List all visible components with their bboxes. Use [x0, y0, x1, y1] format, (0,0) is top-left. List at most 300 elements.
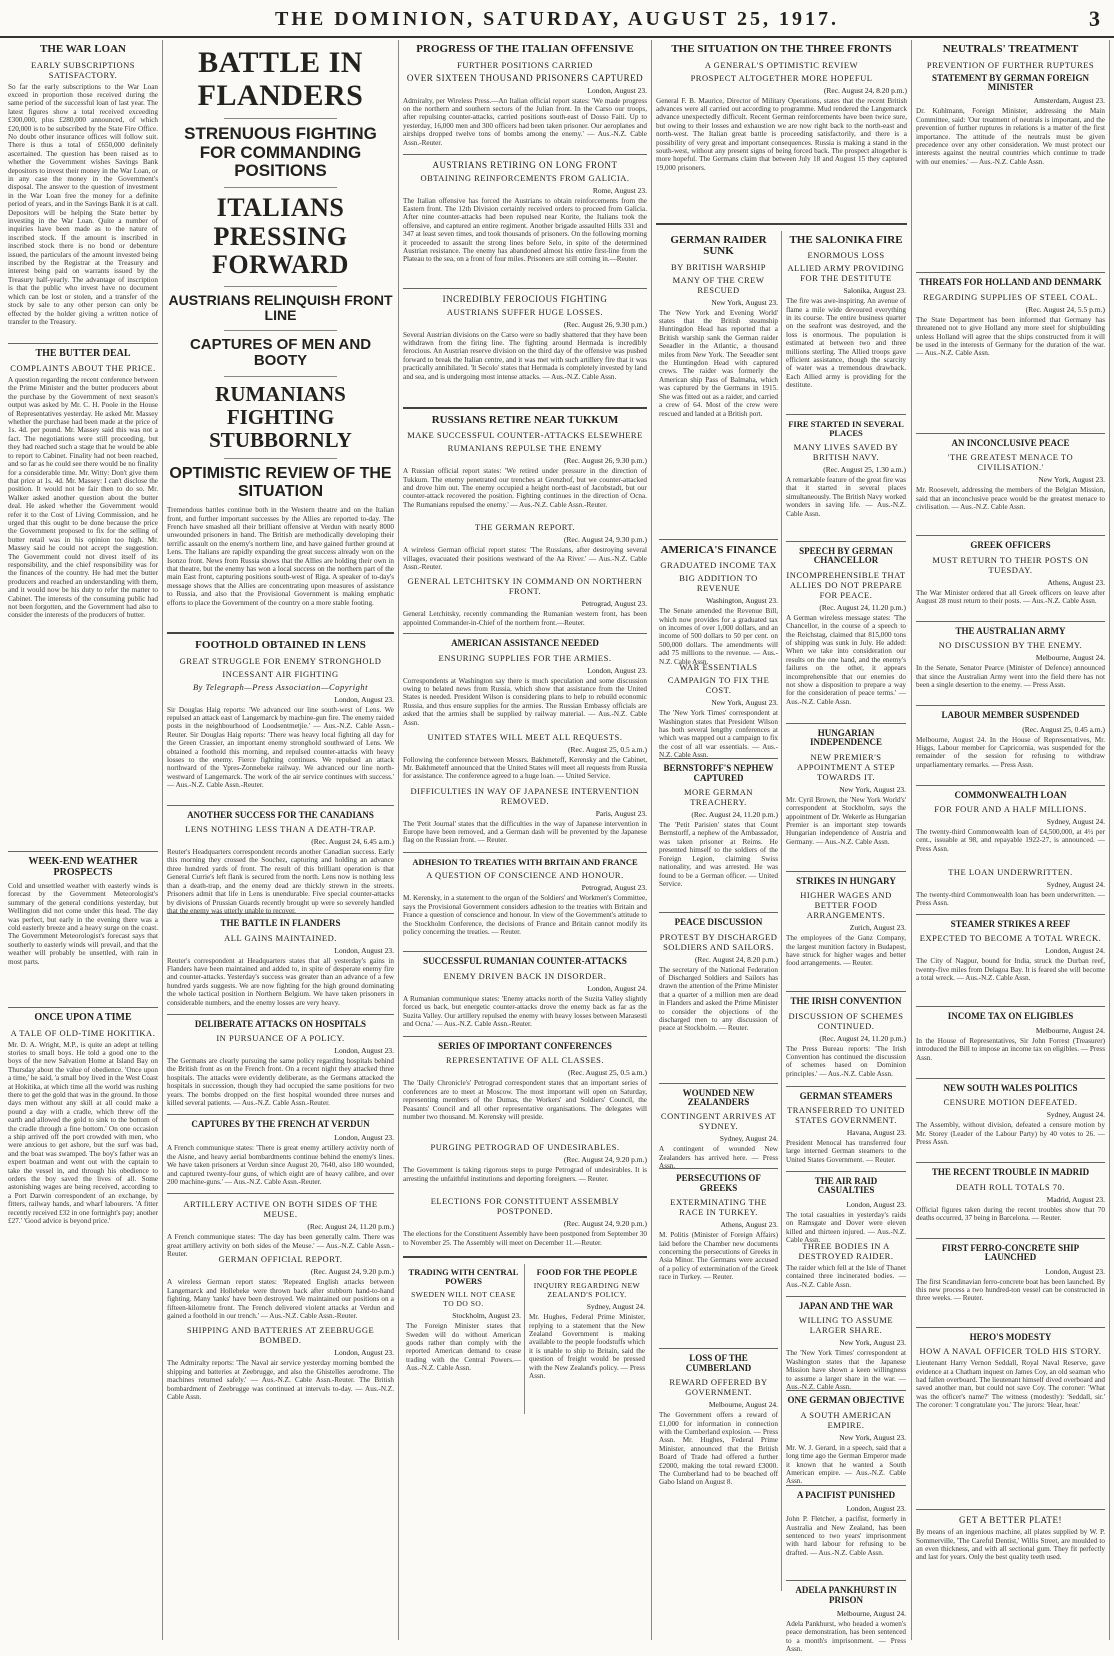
article-body: The 'New York and Evening World' states that the British steamship Huntingdon Head has reported that a British warship sank the German raider Seeadler in the Atlantic, a thousand miles from New York. The Seeadler sent the Huntingdon Head with captured crews. The raider was formerly the American ship Pass of Balmaha, which was captured by the Germans in 1915. She was fitted out as a raider, and carried a crew of 64. Most of the crew were rescued and landed at a British port. [659, 308, 778, 418]
article-headline: ELECTIONS FOR CONSTITUENT ASSEMBLY POSTPONED. [430, 1196, 620, 1217]
article-body: A contingent of wounded New Zealanders has arrived here. — Press Assn. [659, 1145, 778, 1171]
article-subhead: REWARD OFFERED BY GOVERNMENT. [669, 1377, 768, 1398]
column-2 [163, 40, 399, 1640]
article-subhead: CONTINGENT ARRIVES AT SYDNEY. [660, 1111, 777, 1132]
article-body: The twenty-third Commonwealth loan of £4,500,000, at 4½ per cent., issuable at 98, and repayable 1922-27, is announced. — Press Assn. [916, 828, 1105, 853]
article-body: The 'Daily Chronicle's' Petrograd correspondent states that an important series of conferences are to meet at Moscow. The most important will open on Saturday, representing members of the Dumas, the Workers' and Soldiers' Council, the Peasants' Council and all other representative organisations. The delegates will number two thousand. M. Kerensky will preside. [403, 1079, 647, 1121]
article-body: The Admiralty reports: 'The Naval air service yesterday morning bombed the shipping and batteries at Zeebrugge, and also the Ghistelles aerodrome. The machines returned safely.' — Aus.-N.Z. Cable Assn.-Reuter. The British bombardment of Zeebrugge was continued at intervals to-day. — Aus.-N.Z. Cable Assn. [167, 1359, 394, 1402]
article-subhead: CAMPAIGN TO FIX THE COST. [667, 675, 770, 696]
column-1 [4, 40, 163, 1640]
article-subhead: CENSURE MOTION DEFEATED. [943, 1097, 1078, 1108]
article-headline: ADELA PANKHURST IN PRISON [795, 1585, 897, 1605]
divider [224, 458, 338, 459]
banner-subhead: STRENUOUS FIGHTING FOR COMMANDING POSITIONS [184, 124, 377, 181]
article-headline: HUNGARIAN INDEPENDENCE [809, 727, 882, 748]
article-subhead: COMPLAINTS ABOUT THE PRICE. [10, 363, 156, 374]
divider [786, 541, 906, 542]
article-headline: FIRE STARTED IN SEVERAL PLACES [788, 419, 904, 439]
article-subhead: FURTHER POSITIONS CARRIED [457, 59, 593, 70]
article-body: Correspondents at Washington say there is much speculation and some discussion owing to belated news from Russia, which show that assistance from the United States is needed. President Wilson is considering plans to help to rebuild economic Russia, and thus ensure supplies for the armies. The Russian Embassy officials are asked that the armies shall be supplied by railway material. — Aus.-N.Z. Cable Assn. [403, 676, 647, 727]
article-subhead: PROSPECT ALTOGETHER MORE HOPEFUL [690, 72, 873, 83]
split-columns [403, 1264, 647, 1414]
dateline: (Rec. August 24, 11.20 p.m.) [819, 602, 906, 612]
article-subhead: IN PURSUANCE OF A POLICY. [216, 1032, 345, 1043]
article-headline: SHIPPING AND BATTERIES AT ZEEBRUGGE BOMBED. [186, 1325, 375, 1346]
dateline: (Rec. August 24, 11.20 p.m.) [691, 810, 778, 820]
dateline: Sydney, August 24. [1046, 880, 1105, 890]
article-subhead: INCOMPREHENSIBLE THAT ALLIES DO NOT PREPARE FOR PEACE. [786, 569, 906, 600]
article-body: A wireless German official report states: 'The Russians, after destroying several villages, evacuated their positions westward of the Aa River.' — Aus.-N.Z. Cable Assn.-Reuter. [403, 546, 647, 571]
article-body: So far the early subscriptions to the War Loan exceed in proportion those received during the same period of the successful loan of last year. The latest figures show a total received exceeding £300,000, plus £280,000 announced, of which £20,000 is to be subscribed by the State Fire Office. No doubt other insurance offices will follow suit. There is thus a total of £650,000 definitely ascertained. The question has been raised as to whether the Government wishes Savings Bank depositors to invest their money in the War Loan, or in any case the money in the Government's disposal. The answer to the question of investment in the War Loan free the money for a definite period of years, and in the Savings Bank it is at call. Depositors will be helping the State better by investing in the War Loan. Quite a number of inquiries have been made as to the nature of inscribed stock. If the amount is inscribed in inscribed stock there is no bond or debenture issued, the particulars of the amount invested being inscribed by the Registrar at the Treasury and interest being paid on warrants issued by the Treasury half-yearly. The advantage of inscription is that the public who invest have no document which can be lost or stolen, and a transfer of the stock by sale to any other person can only be effected by the holder giving a written notice of transfer to the Treasury. [8, 82, 158, 326]
article-body: Reuter's Headquarters correspondent records another Canadian success. Early this morning they crossed the Souchez, capturing and holding an advance three hundred yards of front. The result of this brilliant operation is that General Currie's left flank is secured from the north. Lens now is nothing less than a death-trap, and the enemy dead are thickly strewn in the streets. Prisoners admit that life in Lens is unendurable. Five special counter-attacks by divisions of Prussian Guards recently brought up were so severely handled that the enemy was utterly unable to recover. [167, 848, 394, 915]
article-body: The State Department has been informed that Germany has threatened not to give Holland any more steel for shipbuilding unless Holland will agree that the ships constructed from it will be used in the interests of Germany for the duration of the war. — Aus.-N.Z. Cable Assn. [916, 315, 1105, 358]
article-body: In the Senate, Senator Pearce (Minister of Defence) announced that since the Australian Army went into the field there has not been a single desertion to the enemy. — Press Assn. [916, 664, 1105, 689]
article-headline: WOUNDED NEW ZEALANDERS [682, 1087, 755, 1107]
article-headline: BERNSTORFF'S NEPHEW CAPTURED [663, 763, 774, 783]
divider [403, 1036, 647, 1037]
article-subhead: 'THE GREATEST MENACE TO CIVILISATION.' [947, 452, 1074, 473]
article-subhead: GRADUATED INCOME TAX [660, 560, 777, 571]
divider [786, 991, 906, 992]
article-headline: THE BUTTER DEAL [35, 347, 131, 359]
dateline: London, August 23. [587, 85, 647, 95]
article-headline: SUCCESSFUL RUMANIAN COUNTER-ATTACKS [423, 956, 627, 967]
article-body: Mr. Roosevelt, addressing the members of the Belgian Mission, said that an inconclusive peace would be the greatest menace to civilisation. — Aus.-N.Z. Cable Assn. [916, 486, 1105, 512]
subcolumn-right [526, 1264, 648, 1414]
article-headline: ONCE UPON A TIME [34, 1012, 132, 1024]
article-body: John P. Fletcher, a pacifist, formerly in Australia and New Zealand, has been sentenced to two years' imprisonment with hard labour for refusing to be drafted. — Aus.-N.Z. Cable Assn. [786, 1515, 906, 1557]
article-body: In the House of Representatives, Sir John Forrest (Treasurer) introduced the Bill to impose an income tax on eligibles. — Press Assn. [916, 1036, 1105, 1062]
dateline: London, August 24. [587, 983, 647, 993]
article-headline: THE AIR RAID CASUALTIES [814, 1176, 878, 1196]
dateline: Madrid, August 23. [1046, 1194, 1105, 1204]
dateline: London, August 23. [334, 694, 394, 704]
article-headline: TRADING WITH CENTRAL POWERS [408, 1267, 519, 1287]
divider [786, 1086, 906, 1087]
divider [167, 632, 394, 634]
divider [224, 187, 338, 188]
article-subhead: HOW A NAVAL OFFICER TOLD HIS STORY. [919, 1346, 1102, 1357]
article-headline: THE AUSTRALIAN ARMY [955, 625, 1066, 636]
article-subhead: BIG ADDITION TO REVENUE [679, 573, 758, 594]
article-body: The 'New York Times' correspondent at Washington states that the Japanese Mission have shown a keen willingness to assume a larger share in the war. — Aus.-N.Z. Cable Assn. [786, 1349, 906, 1391]
divider [659, 1168, 778, 1169]
article-subhead: ENORMOUS LOSS [807, 250, 885, 261]
divider [786, 1171, 906, 1172]
dateline: London, August 23. [846, 1504, 906, 1514]
article-body: The Foreign Minister states that Sweden will do without American goods rather than comply with the reported American demand to cease trading with the Central Powers.—Aus.-N.Z. Cable Assn. [406, 1322, 521, 1373]
divider [224, 376, 338, 377]
article-body: Tremendous battles continue both in the Western theatre and on the Italian front, and further important successes by the Allies are reported to-day. The French have smashed all their brilliant offensive at Verdun with nearly 8000 unwounded prisoners in hand. The British are methodically developing their terrific assault on the enemy's northern line, and have gained further ground at Lens. The Italians are rapidly expanding the great success already won on the Isonzo front. News from Russia shows that the Allies are holding their own in that theatre, but the enemy has won a local success on the northern part of the main East front, capturing positions south-west of Riga. A speaker of to-day's message shows that the Allies are concentrating upon measures of assistance to Russia, and also that the Provisional Government is making emphatic efforts to place the Government of the country on a more stable footing. [167, 506, 394, 607]
divider [916, 433, 1105, 434]
article-subhead: MANY OF THE CREW RESCUED [672, 274, 765, 295]
article-subhead: EARLY SUBSCRIPTIONS SATISFACTORY. [31, 59, 135, 80]
article-headline: THE SALONIKA FIRE [789, 233, 903, 246]
article-body: M. Politis (Minister of Foreign Affairs) laid before the Chamber new documents concerning the persecutions of Greeks in Asia Minor. The Germans were accused of a policy of extermination of the Greek race in Turkey. — Reuter. [659, 1231, 778, 1282]
divider [916, 1078, 1105, 1079]
subcolumn-right [783, 231, 909, 1654]
split-columns [656, 231, 907, 1654]
dateline: Sydney, August 24. [1046, 1110, 1105, 1120]
dateline: (Rec. August 24, 5.5 p.m.) [1025, 304, 1105, 314]
article-body: M. Kerensky, in a statement to the organ of the Soldiers' and Workmen's Committee, says the Provisional Government considers adhesion to the treaties with Britain and France a question of conscience and honour. In view of the Government's attitude to the Stockholm Conference, the decisions of France and Britain cannot modify its policy concerning the treaties. — Reuter. [403, 894, 647, 937]
article-headline: THE LOAN UNDERWRITTEN. [948, 867, 1073, 878]
dateline: Salonika, August 23. [843, 286, 906, 296]
article-headline: ANOTHER SUCCESS FOR THE CANADIANS [187, 809, 374, 820]
divider [659, 539, 778, 540]
article-body: A German wireless message states: 'The Chancellor, in the course of a speech to the Reichstag, claimed that 815,000 tons of shipping was sunk in July. He added: When we take into consideration our results on the one hand, and the enemy's failures on the other, it appears incomprehensible that our enemies do not show a disposition to prepare a way for the consideration of peace terms.' — Aus.-N.Z. Cable Assn. [786, 613, 906, 706]
divider [403, 951, 647, 952]
divider [916, 535, 1105, 536]
dateline: London, August 23. [334, 1045, 394, 1055]
article-body: Dr. Kuhlmann, Foreign Minister, addressing the Main Committee, said: 'Our treatment of neutrals is important, and the prevention of further ruptures in relations is a matter of the first importance. The attitude of the neutrals must be given precedence over any other consideration. We must protect our interests against the neutral countries which continue to trade with our enemies.' — Aus.-N.Z. Cable Assn. [916, 107, 1105, 166]
article-subhead: A QUESTION OF CONSCIENCE AND HONOUR. [426, 870, 624, 881]
divider [659, 1083, 778, 1084]
dateline: (Rec. August 24, 8.20 p.m.) [694, 954, 778, 964]
dateline: Rome, August 23. [592, 185, 647, 195]
dateline: (Rec. August 25, 1.30 a.m.) [823, 464, 906, 474]
dateline: (Rec. August 25, 0.5 a.m.) [568, 744, 647, 754]
article-headline: DIFFICULTIES IN WAY OF JAPANESE INTERVENTION REMOVED. [410, 785, 640, 806]
article-subhead: MORE GERMAN TREACHERY. [683, 787, 754, 808]
article-body: Several Austrian divisions on the Carso were so badly shattered that they have been withdrawn from the firing line. The fighting around Hermada is incredibly ferocious. An Austrian reserve division on the third day of the offensive was pushed forward to break the Italian centre, and it was met with such artillery fire that it was practically annihilated. 'It Secolo' states that Hermada is completely invested by land and sea, and is undergoing most intense attacks. — Aus.-N.Z. Cable Assn. [403, 330, 647, 381]
divider [403, 633, 647, 634]
article-body: The employees of the Ganz Company, the largest munition factory in Budapest, have struck for higher wages and better food arrangements. — Reuter. [786, 934, 906, 968]
dateline: London, August 23. [334, 1133, 394, 1143]
article-body: The War Minister ordered that all Greek officers on leave after August 28 must return to their posts. — Aus.-N.Z. Cable Assn. [916, 588, 1105, 606]
article-body: Official figures taken during the recent troubles show that 70 deaths occurred, 37 being in Barcelona. — Reuter. [916, 1205, 1105, 1223]
dateline: Amsterdam, August 23. [1033, 96, 1105, 106]
article-subhead: A TALE OF OLD-TIME HOKITIKA. [10, 1027, 156, 1038]
article-headline: THE RECENT TROUBLE IN MADRID [931, 1167, 1090, 1178]
page-number: 3 [1089, 6, 1100, 31]
dateline: London, August 24. [1045, 946, 1105, 956]
divider [916, 621, 1105, 622]
divider [8, 1007, 158, 1008]
article-body: The Government is taking rigorous steps to purge Petrograd of undesirables. It is arresting the unfaithful institutions and deporting foreigners. — Reuter. [403, 1166, 647, 1183]
divider [786, 1580, 906, 1581]
article-body: The raider which fell at the Isle of Thanet contained three incinerated bodies. — Aus.-N.Z. Cable Assn. [786, 1263, 906, 1289]
article-subhead: TRANSFERRED TO UNITED STATES GOVERNMENT. [787, 1105, 905, 1125]
article-credit: By Telegraph—Press Association—Copyright [192, 681, 369, 692]
article-headline: COMMONWEALTH LOAN [954, 789, 1067, 800]
article-body: The 'New York Times' correspondent at Washington states that President Wilson has both several lengthy conferences at which was mapped out a campaign to fix the cost of all war essentials. — Aus.-N.Z. Cable Assn. [659, 709, 778, 760]
dateline: Melbourne, August 24. [1035, 1025, 1105, 1035]
article-body: Mr. W. J. Gerard, in a speech, said that a long time ago the German Emperor made it known that he wanted a South American empire. — Aus.-N.Z. Cable Assn. [786, 1443, 906, 1486]
article-headline: UNITED STATES WILL MEET ALL REQUESTS. [427, 731, 623, 742]
article-headline: AUSTRIANS RETIRING ON LONG FRONT [432, 159, 618, 170]
divider [916, 785, 1105, 786]
dateline: London, August 23. [1045, 1266, 1105, 1276]
article-headline: FOOD FOR THE PEOPLE [536, 1267, 638, 1278]
divider [167, 1193, 394, 1194]
article-headline: CAPTURES BY THE FRENCH AT VERDUN [191, 1118, 370, 1129]
article-headline: THREATS FOR HOLLAND AND DENMARK [919, 277, 1102, 288]
article-subhead: PREVENTION OF FURTHER RUPTURES [926, 59, 1095, 70]
article-headline: AN INCONCLUSIVE PEACE [951, 437, 1070, 448]
article-subhead: NEW PREMIER'S APPOINTMENT A STEP TOWARDS IT. [796, 751, 896, 782]
banner-subhead: RUMANIANS FIGHTING STUBBORNLY [209, 381, 352, 452]
column-5 [912, 40, 1110, 1640]
dateline: (Rec. August 24, 11.20 p.m.) [307, 1222, 394, 1232]
article-body: Following the conference between Messrs. Bakhmeteff, Kerensky and the Cabinet, Mr. Bakhmeteff announced that the United States will meet all requests from Russia for assistance. The conference agreed to a huge loan. — United Service. [403, 755, 647, 781]
divider [224, 330, 338, 331]
article-subhead: WILLING TO ASSUME LARGER SHARE. [798, 1315, 894, 1336]
divider [786, 723, 906, 724]
divider [786, 871, 906, 872]
dateline: Stockholm, August 23. [452, 1311, 521, 1321]
article-subhead: SWEDEN WILL NOT CEASE TO DO SO. [411, 1290, 516, 1309]
article-headline: GERMAN STEAMERS [799, 1090, 893, 1101]
dateline: Athens, August 23. [720, 1220, 778, 1230]
article-headline: THE BATTLE IN FLANDERS [220, 918, 341, 929]
article-headline: NEW SOUTH WALES POLITICS [943, 1082, 1078, 1093]
article-subhead: LENS NOTHING LESS THAN A DEATH-TRAP. [185, 824, 376, 835]
article-subhead: MAKE SUCCESSFUL COUNTER-ATTACKS ELSEWHERE [407, 430, 643, 441]
article-body: By means of an ingenious machine, all plates supplied by W. P. Sommerville, 'The Careful Dentist,' Willis Street, are moulded to an even thickness, and with all sectional gum. They fit perfectly and last for years. Only the best quality teeth used. [916, 1528, 1105, 1562]
dateline: New York, August 23. [1038, 475, 1105, 485]
article-headline: AMERICA'S FINANCE [660, 543, 777, 556]
article-headline: SERIES OF IMPORTANT CONFERENCES [438, 1040, 612, 1051]
article-body: The Assembly, without division, defeated a censure motion by Mr. Storey (Leader of the Labour Party) by 40 votes to 26. — Press Assn. [916, 1121, 1105, 1147]
dateline: New York, August 23. [711, 297, 778, 307]
article-subhead: EXPECTED TO BECOME A TOTAL WRECK. [919, 933, 1102, 944]
article-body: A Rumanian communique states: 'Enemy attacks north of the Suzita Valley slightly forced us back, but energetic counter-attacks drove the enemy back as far as the Suzita Valley. Our artillery repulsed the enemy with heavy losses between Marasesti and Ocna.' — Aus.-N.Z. Cable Assn.-Reuter. [403, 994, 647, 1029]
dateline: Petrograd, August 23. [581, 883, 647, 893]
article-headline: HERO'S MODESTY [969, 1331, 1052, 1342]
article-body: Melbourne, August 24. In the House of Representatives, Mr. Higgs, Labour member for Capricornia, was suspended for the remainder of the session for refusing to withdraw unparliamentary remarks. — Press Assn. [916, 735, 1105, 769]
article-headline: PROGRESS OF THE ITALIAN OFFENSIVE [416, 43, 634, 55]
article-subhead: NO DISCUSSION BY THE ENEMY. [938, 640, 1083, 651]
article-headline: WEEK-END WEATHER PROSPECTS [28, 856, 138, 878]
article-body: The first Scandinavian ferro-concrete boat has been launched. By this new process a two hundred-ton vessel can be constructed in three weeks. — Reuter. [916, 1277, 1105, 1303]
dateline: London, August 23. [846, 1199, 906, 1209]
divider [403, 154, 647, 155]
divider [916, 1162, 1105, 1163]
dateline: (Rec. August 26, 9.30 p.m.) [563, 456, 647, 466]
article-headline: GENERAL LETCHITSKY IN COMMAND ON NORTHERN FRONT. [407, 576, 643, 597]
article-headline: LABOUR MEMBER SUSPENDED [941, 710, 1080, 721]
article-subhead: PROTEST BY DISCHARGED SOLDIERS AND SAILORS. [659, 931, 778, 952]
article-body: A wireless German report states: 'Repeated English attacks between Langemarck and Hollebeke were thrown back after stubborn hand-to-hand fighting. Many 'tanks' have been destroyed. We maintained our positions on a fifteen-kilometre front. The French delivered violent attacks at Verdun and gained a foothold in our trench.' — Aus.-N.Z. Cable Assn.-Reuter. [167, 1278, 394, 1321]
article-headline: A PACIFIST PUNISHED [796, 1489, 896, 1500]
article-subhead: REGARDING SUPPLIES OF STEEL COAL. [923, 291, 1098, 302]
article-headline: INCOME TAX ON ELIGIBLES [947, 1011, 1074, 1022]
article-headline: GERMAN OFFICIAL REPORT. [218, 1254, 343, 1265]
divider [403, 852, 647, 853]
article-body: A question regarding the recent conference between the Prime Minister and the butter producers about the purchase by the Government of next season's output was asked by Mr. C. H. Poole in the House of Representatives yesterday. He asked Mr. Massey whether the purchase had been made at the price of 1s. 4d. per pound. Mr. Massey said this was not a fact. The negotiations were still proceeding, but they had reached such a stage that he would be able to report to Cabinet. Finality had not been reached, and so far as he could see there would be no finality for a considerable time. Mr. Witty: Don't give them that price at 1s. 4d. Mr. Massey: I can't disclose the position. It would not be fair then to do so. Mr. Walker asked another question about the butter deal. He asked whether the Government would refer it to the Cost of Living Commission, and he urged that this ought to be done because the price the Government proposed to fix for the selling of butter retail was in his opinion too high. Mr. Massey said he could not accept the suggestion. The Government could not divest itself of its responsibility, and the chief responsibility was for the finances of the country. He had met the butter producers and reached an understanding with them, and it would now be his duty to refer the matter to Cabinet. The interests of the consuming public had not been forgotten, and the Government had also to consider the interests of the producers of butter. [8, 376, 158, 620]
article-body: A French communique states: 'There is great enemy artillery activity north of the Aisne, and heavy aerial bombardments continue behind the enemy's lines. We have taken prisoners at Verdun since August 20, 7640, also 180 wounded, and captured twenty-four guns, of which eight are of heavy calibre, and over 200 machine-guns.' — Aus.-N.Z. Cable Assn.-Reuter. [167, 1144, 394, 1187]
dateline: London, August 23. [587, 665, 647, 675]
dateline: (Rec. August 24, 11.20 p.m.) [819, 1033, 906, 1043]
dateline: (Rec. August 24, 9.30 p.m.) [563, 535, 647, 545]
dateline: London, August 23. [334, 1348, 394, 1358]
article-subhead: ALL GAINS MAINTAINED. [224, 932, 337, 943]
article-headline: GREEK OFFICERS [970, 540, 1051, 551]
banner-subhead: CAPTURES OF MEN AND BOOTY [189, 335, 372, 370]
article-body: Mr. Cyril Brown, the 'New York World's' correspondent at Stockholm, says the appointment of Dr. Wekerle as Hungarian Premier is an important step towards Hungarian independence of Austria and Germany. — Aus.-N.Z. Cable Assn. [786, 795, 906, 846]
divider [916, 1006, 1105, 1007]
dateline: (Rec. August 25, 0.45 a.m.) [1022, 724, 1105, 734]
article-headline: SPEECH BY GERMAN CHANCELLOR [799, 545, 893, 566]
article-headline: INCREDIBLY FEROCIOUS FIGHTING [442, 293, 608, 304]
banner-headline: BATTLE IN FLANDERS [197, 46, 364, 112]
article-subhead: HIGHER WAGES AND BETTER FOOD ARRANGEMENTS. [800, 890, 892, 921]
dateline: Melbourne, August 24. [836, 1609, 906, 1619]
divider [403, 1256, 647, 1258]
column-3 [399, 40, 652, 1640]
dateline: (Rec. August 24, 8.20 p.m.) [823, 85, 907, 95]
article-body: The secretary of the National Federation of Discharged Soldiers and Sailors has drawn the attention of the Prime Minister that a quarter of a million men are dead in Flanders and asked the Prime Minister to consider the objections of the discharged men to any discussion of peace at Stockholm. — Reuter. [659, 965, 778, 1033]
article-subhead: DEATH ROLL TOTALS 70. [956, 1181, 1065, 1192]
article-body: Reuter's correspondent at Headquarters states that all yesterday's gains in Flanders have been maintained and added to, in spite of desperate enemy fire and counter-attacks. Yesterday's success was greater than an advance of a few hundred yards suggests. We are now fighting for the high ground dominating the whole tactical position in Northern Belgium. We have taken prisoners in considerable numbers, and the enemy losses are very heavy. [167, 956, 394, 1007]
article-body: General Letchitsky, recently commanding the Rumanian western front, has been appointed Commander-in-Chief of the northern front.—Reuter. [403, 610, 647, 627]
article-body: The Senate amended the Revenue Bill, which now provides for a graduated tax on incomes of over 1,000 dollars, and an income of 500 dollars to 50 per cent. on 500,000 dollars. The amendments will add 75 millions to the revenue. — Aus.-N.Z. Cable Assn. [659, 607, 778, 666]
article-body: The 'Petit Journal' states that the difficulties in the way of Japanese intervention in Europe have been removed, and a German dash will be prevented by the Japanese flag on the Russian front. — Reuter. [403, 819, 647, 845]
article-headline: STEAMER STRIKES A REEF [950, 919, 1071, 930]
article-subhead: MUST RETURN TO THEIR POSTS ON TUESDAY. [932, 554, 1089, 575]
article-headline: ARTILLERY ACTIVE ON BOTH SIDES OF THE MEUSE. [183, 1199, 378, 1220]
dateline: London, August 23. [334, 945, 394, 955]
article-headline: THE SITUATION ON THE THREE FRONTS [671, 43, 892, 55]
article-subhead: MANY LIVES SAVED BY BRITISH NAVY. [793, 441, 899, 462]
article-body: Sir Douglas Haig reports: 'We advanced our line south-west of Lens. We repulsed an attack east of Langemarck by machine-gun fire. The enemy raided posts in the neighbourhood of Loodsentmetjie.' — Aus.-N.Z. Cable Assn.-Reuter. Sir Douglas Haig reports: 'There was heavy local fighting all day for the Green Crassier, an important enemy stronghold southward of Lens. We obtained a foothold this morning, and repulsed counter-attacks with heavy losses to the enemy. Fierce fighting continues. We repulsed an attack northward of the Ypres-Zonnebeke railway. We advanced our line north-westward of Langemarck. The work of the air service continues with success.' — Aus.-N.Z. Cable Assn.-Reuter. [167, 705, 394, 790]
article-body: The Italian offensive has forced the Austrians to obtain reinforcements from the Eastern front. The 12th Division certainly received orders to proceed from Galicia. After nine counter-attacks had been repulsed near Korite, the Italians took the offensive, and captured an entire regiment. Another brigade assaulted Hills 331 and 347 at least seven times, and took thousands of prisoners. On the following morning it proceeded to assault the strong lines before Selo, in spite of the determined Austrian resistance. The enemy has abandoned almost his entire first-line from the Plateau to the sea, on a front of four miles. Prisoners are still coming in.—Reuter. [403, 196, 647, 264]
article-headline: THE GERMAN REPORT. [474, 522, 576, 533]
article-subhead: A GENERAL'S OPTIMISTIC REVIEW [704, 59, 859, 70]
dateline: New York, August 23. [839, 784, 906, 794]
divider [167, 1014, 394, 1015]
article-headline: ADHESION TO TREATIES WITH BRITAIN AND FRANCE [412, 856, 638, 867]
divider [916, 272, 1105, 273]
article-headline: FOOTHOLD OBTAINED IN LENS [195, 639, 366, 652]
divider [916, 705, 1105, 706]
dateline: New York, August 23. [839, 1432, 906, 1442]
article-headline: FIRST FERRO-CONCRETE SHIP LAUNCHED [941, 1242, 1080, 1263]
article-headline: ONE GERMAN OBJECTIVE [787, 1395, 905, 1406]
divider [167, 1114, 394, 1115]
dateline: Sydney, August 24. [586, 1302, 645, 1312]
article-subhead: EXTERMINATING THE RACE IN TURKEY. [670, 1197, 767, 1218]
article-subhead: RUMANIANS REPULSE THE ENEMY [447, 443, 603, 454]
article-subhead: STATEMENT BY GERMAN FOREIGN MINISTER [932, 72, 1089, 92]
article-headline: RUSSIANS RETIRE NEAR TUKKUM [431, 413, 619, 426]
article-body: A French communique states: 'The day has been generally calm. There was great artillery activity on both sides of the Meuse.' — Aus.-N.Z. Cable Assn.-Reuter. [167, 1233, 394, 1259]
article-subhead: OBTAINING REINFORCEMENTS FROM GALICIA. [420, 172, 630, 183]
article-body: The City of Nagpur, bound for India, struck the Durban reef, twenty-five miles from Delagoa Bay. It is feared she will become a total wreck. — Aus.-N.Z. Cable Assn. [916, 957, 1105, 983]
dateline: Sydney, August 24. [1046, 817, 1105, 827]
dateline: (Rec. August 25, 0.5 a.m.) [568, 1068, 647, 1078]
article-headline: STRIKES IN HUNGARY [796, 875, 896, 886]
article-headline: THREE BODIES IN A DESTROYED RAIDER. [798, 1240, 894, 1261]
article-subhead: DISCUSSION OF SCHEMES CONTINUED. [788, 1010, 904, 1031]
divider [8, 343, 158, 344]
dateline: (Rec. August 24, 6.45 a.m.) [311, 837, 394, 847]
divider [8, 851, 158, 852]
article-body: General F. B. Maurice, Director of Military Operations, states that the recent British advances were all carried out according to programme. Mud rendered the Langemarck advance unexpectedly difficult. Recent German reinforcements have been twice sure, but owing to their losses and exhaustion we are now right back to the north-east and north-west. The Italian great battle is proceeding satisfactorily, and there is a possibility of very great and important consequences. Russia is making a stand in the south-west, without any present signs of being forced back. The prospect altogether is more hopeful. The Germans claim that between July 18 and August 15 they captured 19,000 prisoners. [656, 96, 907, 172]
dateline: Athens, August 23. [1047, 577, 1105, 587]
dateline: New York, August 23. [839, 1338, 906, 1348]
divider [916, 1238, 1105, 1239]
article-headline: PERSECUTIONS OF GREEKS [676, 1173, 761, 1193]
dateline: Melbourne, August 24. [708, 1400, 778, 1410]
article-body: Adela Pankhurst, who headed a women's peace demonstration, has been sentenced to a month's imprisonment. — Press Assn. [786, 1620, 906, 1654]
article-subhead: ENEMY DRIVEN BACK IN DISORDER. [443, 970, 607, 981]
divider [167, 805, 394, 806]
article-body: Mr. Hughes, Federal Prime Minister, replying to a statement that the New Zealand Government is making available to the people foodstuffs which it is unable to ship to Britain, said the question of freight would be pressed with the New Zealand's policy. — Press Assn. [529, 1313, 645, 1381]
divider [916, 1509, 1105, 1510]
article-subhead: A SOUTH AMERICAN EMPIRE. [800, 1409, 892, 1430]
article-subhead: ENSURING SUPPLIES FOR THE ARMIES. [438, 652, 612, 663]
article-headline: JAPAN AND THE WAR [798, 1300, 894, 1311]
article-body: A Russian official report states: 'We retired under pressure in the direction of Tukkum. The enemy penetrated our trenches at Grenzhof, but we counter-attacked and drove him out. The enemy occupied a height north-east of Jacobstadt, but our counter-attack recovered the position. Fighting continues in the direction of Ocna. The Rumanians repulsed the enemy.' — Aus.-N.Z. Cable Assn.-Reuter. [403, 467, 647, 509]
article-headline: THE WAR LOAN [40, 43, 126, 55]
article-subhead: OVER SIXTEEN THOUSAND PRISONERS CAPTURED [406, 72, 644, 83]
divider [656, 223, 907, 225]
divider [659, 912, 778, 913]
article-subhead: ALLIED ARMY PROVIDING FOR THE DESTITUTE [787, 263, 905, 284]
article-headline: AMERICAN ASSISTANCE NEEDED [451, 638, 599, 649]
dateline: Sydney, August 24. [719, 1134, 778, 1144]
divider [786, 1485, 906, 1486]
banner-subhead: OPTIMISTIC REVIEW OF THE SITUATION [169, 464, 392, 500]
masthead-title: THE DOMINION, SATURDAY, AUGUST 25, 1917. [275, 8, 839, 30]
subcolumn-left [403, 1264, 525, 1414]
article-subhead: AUSTRIANS SUFFER HUGE LOSSES. [446, 306, 604, 317]
divider [224, 286, 338, 287]
article-body: A remarkable feature of the great fire was that it started in several places simultaneously. The British Navy worked wonders in saving life. — Aus.-N.Z. Cable Assn. [786, 475, 906, 518]
dateline: (Rec. August 24, 9.20 p.m.) [563, 1219, 647, 1229]
dateline: Paris, August 23. [595, 808, 647, 818]
article-headline: NEUTRALS' TREATMENT [942, 43, 1079, 55]
banner-subhead: AUSTRIANS RELINQUISH FRONT LINE [168, 291, 393, 324]
divider [403, 407, 647, 409]
dateline: Petrograd, August 23. [581, 599, 647, 609]
article-headline: LOSS OF THE CUMBERLAND [685, 1353, 752, 1373]
article-headline: PEACE DISCUSSION [674, 917, 763, 928]
dateline: New York, August 23. [711, 698, 778, 708]
article-subhead: INQUIRY REGARDING NEW ZEALAND'S POLICY. [533, 1281, 641, 1300]
article-subhead: BY BRITISH WARSHIP [671, 261, 766, 272]
masthead [0, 0, 1114, 38]
article-body: The fire was awe-inspiring. An avenue of flame a mile wide devoured everything in its course. The entire business quarter on the seafront was destroyed, and the loss is enormous. The population is estimated at between two and three millions sterling. The Allied troops gave efficient assistance, though the scarcity of water was a tremendous drawback. Each Allied army is providing for the destitute. [786, 297, 906, 390]
article-body: Admiralty, per Wireless Press.—An Italian official report states: 'We made progress on the northern and southern sectors of the Julian front. In the Carso our troops, after repulsing counter-attacks, carried positions south-east of Dosso Faiti. Up to yesterday, 16,000 men and 300 officers had been taken prisoner. Our aeroplanes and airships dropped twelve tons of bombs among the enemy.' — Aus.-N.Z. Cable Assn.-Reuter. [403, 96, 647, 147]
divider [659, 1348, 778, 1349]
divider [224, 118, 338, 119]
article-headline: DELIBERATE ATTACKS ON HOSPITALS [194, 1018, 367, 1029]
article-body: Lieutenant Harry Vernon Seddall, Royal Naval Reserve, gave evidence at a Chatham inquest on James Coy, an old seaman who had fallen overboard. The lieutenant himself dived overboard and saved another man, but could not save Coy. The coroner: 'What was the officer's name?' The witness (modestly): 'Seddall, sir.' The coroner: 'I congratulate you.' The jurors: 'Hear, hear.' [916, 1359, 1105, 1410]
dateline: Melbourne, August 24. [1035, 653, 1105, 663]
column-4 [652, 40, 912, 1654]
article-subhead: GREAT STRUGGLE FOR ENEMY STRONGHOLD [179, 655, 382, 666]
article-subhead: FOR FOUR AND A HALF MILLIONS. [934, 804, 1087, 815]
article-body: The Germans are clearly pursuing the same policy regarding hospitals behind the British front as on the French front. On a recent night they attacked three hospitals. The attacks were evidently deliberate, as the Germans attacked the hospitals in succession, though they had occupied the same positions for two years. The bombs dropped on the first hospital wounded three nurses and killed several patients. — Aus.-N.Z. Cable Assn.-Reuter. [167, 1056, 394, 1107]
article-headline: WAR ESSENTIALS [679, 662, 758, 673]
article-subhead: INCESSANT AIR FIGHTING [222, 668, 339, 679]
article-body: President Menocal has transferred four large interned German steamers to the United States Government. — Reuter. [786, 1139, 906, 1164]
article-body: The Government offers a reward of £1,000 for information in connection with the Cumberland explosion. — Press Assn. Mr. Hughes, Federal Prime Minister, announced that the British Board of Trade had offered a further £2000, making the total reward £3000. The Cumberland had to be beached off Gabo Island on August 8. [659, 1411, 778, 1487]
article-body: The 'Petit Parisien' states that Count Bernstorff, a nephew of the Ambassador, was taken prisoner at Reims. He presented himself to the soldiers of the Foreign Legion, claiming Swiss nationality, and was arrested. He was found to be a German officer. — United Service. [659, 821, 778, 888]
article-body: Cold and unsettled weather with easterly winds is forecast by the Government Meteorologist's summary of the general conditions yesterday, but Wellington did not come under this head. The day was perfect, but early in the evening there was a cold easterly breeze and a heavy surge on the coast. The Government Meteorologist's forecast says that southerly to easterly winds will prevail, and that the weather will probably be unsettled, with rain in most parts. [8, 882, 158, 966]
article-body: The twenty-third Commonwealth loan has been underwritten. — Press Assn. [916, 891, 1105, 908]
article-subhead: REPRESENTATIVE OF ALL CLASSES. [445, 1055, 605, 1066]
dateline: Washington, August 23. [706, 596, 778, 606]
dateline: (Rec. August 26, 9.30 p.m.) [563, 319, 647, 329]
article-headline: PURGING PETROGRAD OF UNDESIRABLES. [430, 1142, 620, 1153]
article-body: The total casualties in yesterday's raids on Ramsgate and Dover were eleven killed and thirteen injured. — Aus.-N.Z. Cable Assn. [786, 1210, 906, 1245]
dateline: (Rec. August 24, 9.20 p.m.) [563, 1155, 647, 1165]
article-body: The Press Bureau reports: 'The Irish Convention has continued the discussion of schemes based on Dominion principles.' — Aus.-N.Z. Cable Assn. [786, 1044, 906, 1078]
